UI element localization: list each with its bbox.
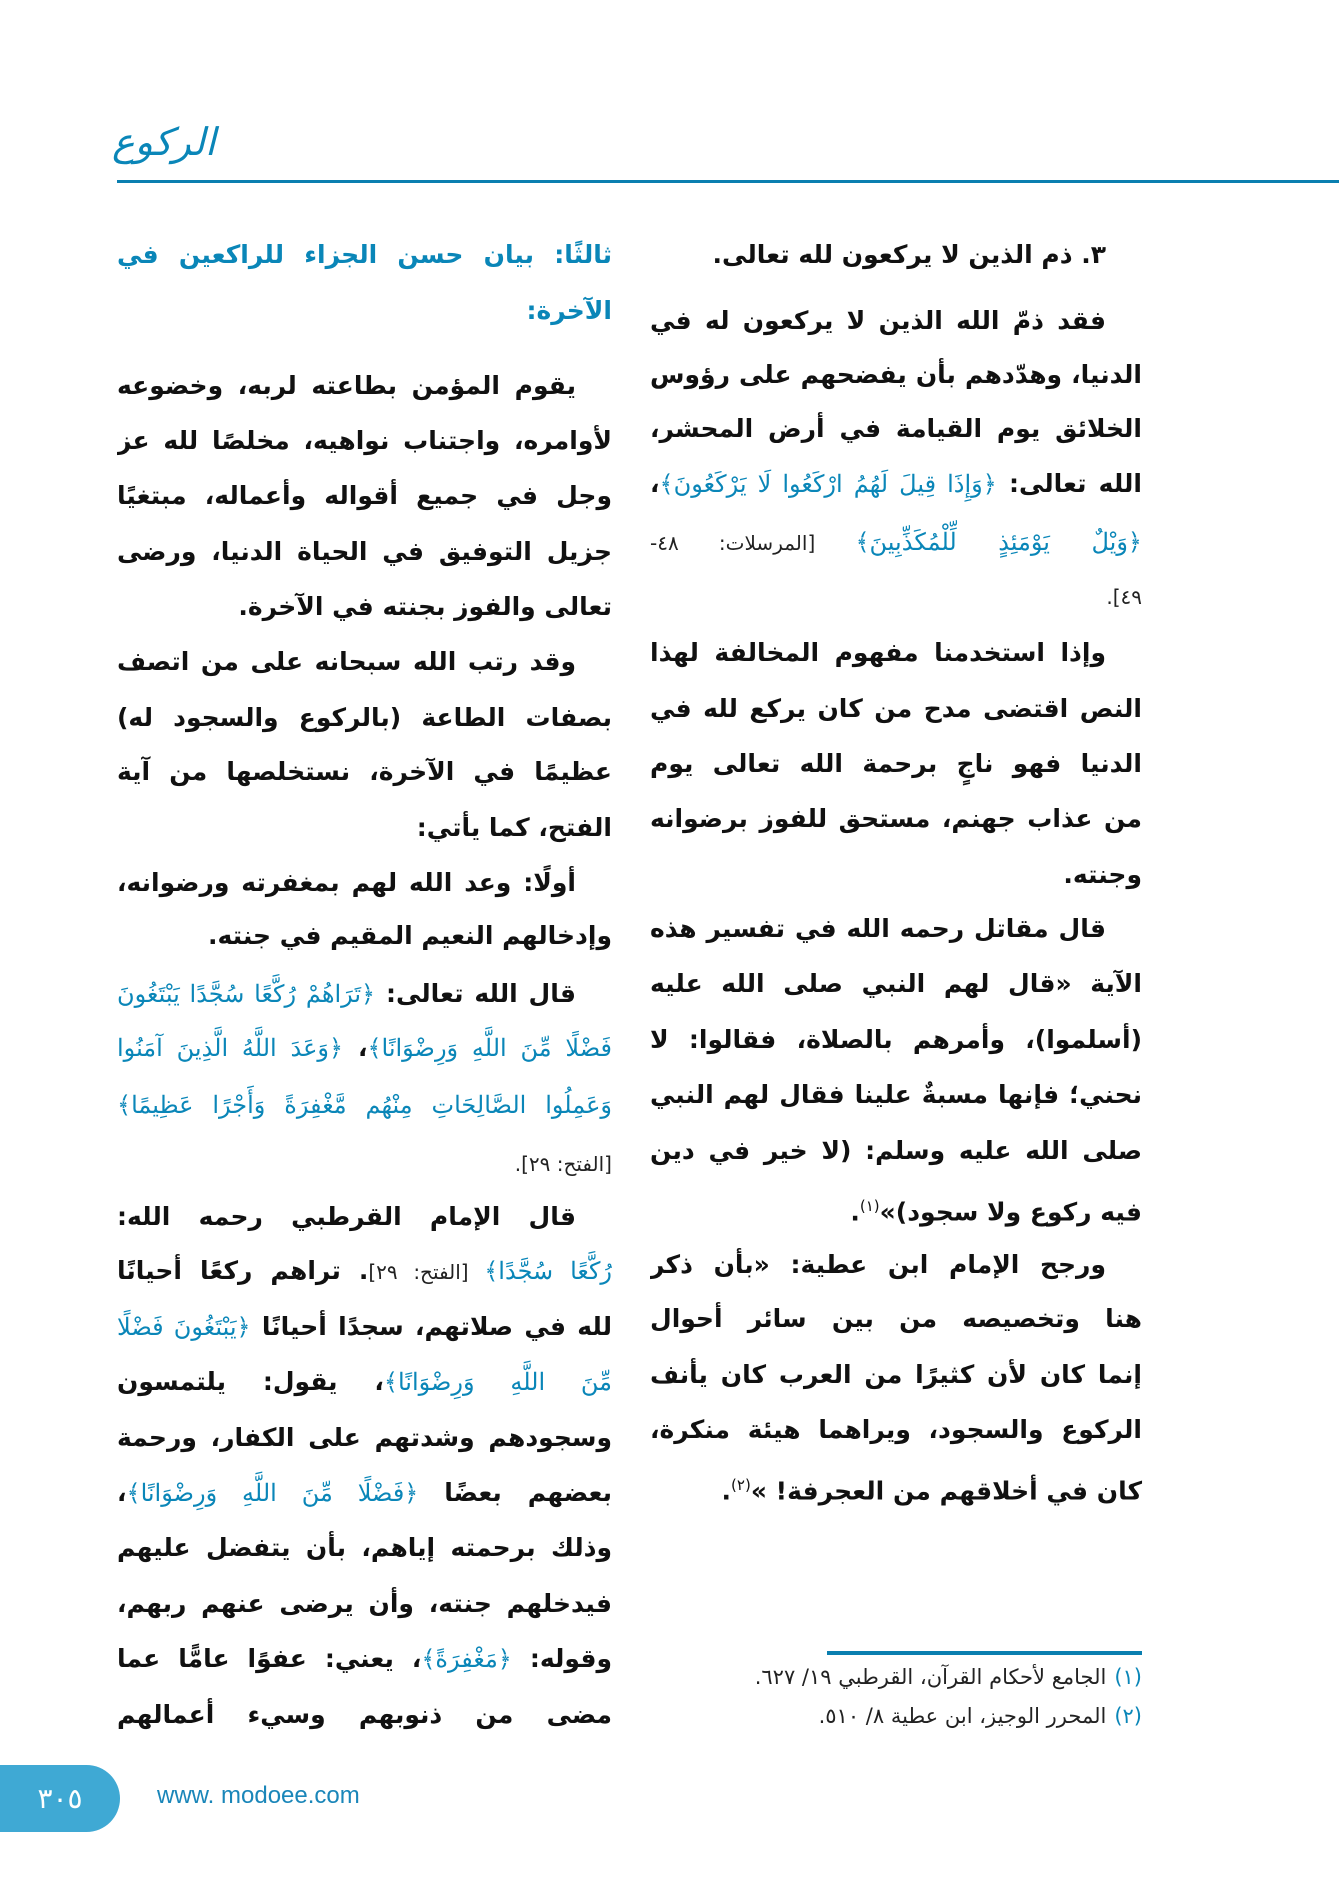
body-text: نحني؛ فإنها مسبةٌ علينا فقال لهم النبي (650, 1080, 1142, 1110)
body-text: أولًا: وعد الله لهم بمغفرته ورضوانه، (117, 868, 576, 898)
section-heading-line (117, 230, 612, 280)
body-text: قال الله تعالى: (375, 979, 576, 1009)
quran-verse: رُكَّعًا سُجَّدًا﴾ (484, 1257, 612, 1286)
text-line (650, 1350, 1142, 1400)
quran-verse: فَضْلًا مِّنَ اللَّهِ وَرِضْوَانًا﴾ (367, 1034, 612, 1063)
text-line (117, 747, 612, 797)
text-line (117, 858, 576, 908)
body-text: لأوامره، واجتناب نواهيه، مخلصًا لله عز (117, 426, 612, 456)
text-line (650, 850, 1142, 900)
body-text: يقوم المؤمن بطاعته لربه، وخضوعه (117, 370, 576, 400)
body-text: مضى من ذنوبهم وسيء أعمالهم (117, 1699, 612, 1729)
text-line (117, 1302, 612, 1352)
body-text: فقد ذمّ الله الذين لا يركعون له في (650, 305, 1106, 335)
body-text: جزيل التوفيق في الحياة الدنيا، ورضى (117, 536, 612, 566)
text-line (650, 904, 1106, 954)
text-line (117, 1690, 612, 1740)
text-line (650, 1294, 1142, 1344)
text-line (117, 416, 612, 466)
page-number: ٣٠٥ (0, 1765, 120, 1832)
body-text: وذلك برحمته إياهم، بأن يتفضل عليهم (117, 1533, 612, 1563)
text-line (117, 361, 576, 411)
text-line (650, 628, 1106, 678)
text-line (117, 1023, 612, 1073)
body-text: صلى الله عليه وسلم: (لا خير في دين (650, 1135, 1142, 1165)
body-text: . (721, 1475, 732, 1505)
text-line (117, 1138, 612, 1188)
verse-reference: [الفتح: ٢٩] (368, 1260, 485, 1285)
text-line (117, 527, 612, 577)
footnote-text: الجامع لأحكام القرآن، القرطبي ١٩/ ٦٢٧. (754, 1665, 1107, 1689)
text-line (117, 911, 612, 961)
body-text: تعالى والفوز بجنته في الآخرة. (238, 592, 612, 622)
body-text: من عذاب جهنم، مستحق للفوز برضوانه (650, 804, 1142, 834)
verse-reference: [الفتح: ٢٩]. (514, 1151, 612, 1176)
body-text: النص اقتضى مدح من كان يركع لله في (650, 693, 1142, 723)
text-line (650, 1181, 1142, 1231)
text-line (117, 1468, 612, 1518)
body-text: ، يقول: يلتمسون (117, 1367, 384, 1397)
body-text: وقد رتب الله سبحانه على من اتصف (117, 646, 576, 676)
section-heading: الآخرة: (526, 295, 612, 325)
footnote-number: (١) (1114, 1665, 1142, 1689)
text-line (117, 1357, 612, 1407)
quran-verse: ﴿يَبْتَغُونَ فَضْلًا (117, 1312, 251, 1341)
body-text: ، (650, 469, 660, 499)
body-text: وإدخالهم النعيم المقيم في جنته. (207, 921, 612, 951)
text-line (117, 1413, 612, 1463)
body-text: وسجودهم وشدتهم على الكفار، ورحمة (117, 1422, 612, 1452)
body-text: الخلائق يوم القيامة في أرض المحشر، (650, 413, 1142, 443)
body-text: ورجح الإمام ابن عطية: «بأن ذكر (650, 1250, 1106, 1280)
body-text: وقوله: (511, 1644, 612, 1674)
quran-verse: مِّنَ اللَّهِ وَرِضْوَانًا﴾ (383, 1368, 612, 1397)
body-text: الدنيا فهو ناجٍ برحمة الله تعالى يوم (650, 748, 1142, 778)
text-line (650, 739, 1142, 789)
footnote (755, 1665, 1142, 1689)
quran-verse: ﴿تَرَاهُمْ رُكَّعًا سُجَّدًا يَبْتَغُونَ (117, 980, 376, 1009)
body-text: الركوع والسجود، ويراهما هيئة منكرة، (650, 1415, 1142, 1445)
text-line (117, 1246, 612, 1296)
body-text: الله تعالى: (996, 469, 1142, 499)
text-line (650, 1015, 1142, 1065)
header-divider (117, 180, 1339, 183)
body-text: فيدخلهم جنته، وأن يرضى عنهم ربهم، (117, 1588, 612, 1618)
body-text: قال الإمام القرطبي رحمه الله: (117, 1202, 576, 1232)
text-line (117, 1080, 612, 1130)
body-text: الدنيا، وهدّدهم بأن يفضحهم على رؤوس (650, 359, 1142, 389)
body-text: ، (343, 1033, 368, 1063)
footnote-text: المحرر الوجيز، ابن عطية ٨/ ٥١٠. (818, 1704, 1107, 1728)
text-line (117, 637, 576, 687)
text-line (117, 1579, 612, 1629)
footnote (819, 1704, 1142, 1728)
body-text: وجنته. (1063, 859, 1142, 889)
text-line (650, 1240, 1106, 1290)
verse-reference: ٤٩]. (1106, 585, 1142, 610)
text-line (117, 969, 576, 1019)
text-line (650, 230, 1106, 280)
body-text: قال مقاتل رحمه الله في تفسير هذه (650, 914, 1106, 944)
text-line (117, 1523, 612, 1573)
text-line (117, 471, 612, 521)
body-text: هنا وتخصيصه من بين سائر أحوال (650, 1304, 1142, 1334)
body-text: إنما كان لأن كثيرًا من العرب كان يأنف (650, 1359, 1142, 1389)
footnote-marker: (٢) (731, 1475, 751, 1494)
text-line (117, 1634, 612, 1684)
body-text: فيه ركوع ولا سجود)» (879, 1197, 1142, 1227)
quran-verse: ﴿وَيْلٌ يَوْمَئِذٍ لِّلْمُكَذِّبِينَ﴾ (855, 528, 1142, 557)
body-text: لله في صلاتهم، سجدًا أحيانًا (250, 1311, 612, 1341)
body-text: وإذا استخدمنا مفهوم المخالفة لهذا (650, 638, 1106, 668)
text-line (650, 517, 1142, 567)
text-line (650, 1126, 1142, 1176)
quran-verse: ﴿وَعَدَ اللَّهُ الَّذِينَ آمَنُوا (117, 1034, 344, 1063)
text-line (650, 296, 1106, 346)
footnote-number: (٢) (1114, 1704, 1142, 1728)
quran-verse: وَعَمِلُوا الصَّالِحَاتِ مِنْهُم مَّغْفِرَةً وَأَجْرًا عَظِيمًا﴾ (117, 1090, 612, 1119)
section-heading: ثالثًا: بيان حسن الجزاء للراكعين في (117, 240, 612, 270)
verse-reference: [المرسلات: ٤٨- (650, 531, 856, 556)
text-line (117, 693, 612, 743)
quran-verse: ﴿فَضْلًا مِّنَ اللَّهِ وَرِضْوَانًا﴾ (126, 1478, 419, 1507)
text-line (117, 803, 612, 853)
text-line (117, 1192, 576, 1242)
section-heading-line (117, 286, 612, 336)
text-line (650, 571, 1142, 621)
text-line (650, 684, 1142, 734)
footnote-marker: (١) (859, 1197, 880, 1216)
text-line (650, 350, 1142, 400)
text-line (117, 582, 612, 632)
body-text: ، (117, 1477, 127, 1507)
text-line (650, 794, 1142, 844)
body-text: (أسلموا)، وأمرهم بالصلاة، فقالوا: لا (650, 1024, 1142, 1054)
text-line (650, 1405, 1142, 1455)
chapter-title: الركوع (112, 120, 216, 164)
body-text: . تراهم ركعًا أحيانًا (117, 1256, 369, 1286)
body-text: بصفات الطاعة (بالركوع والسجود له) (117, 703, 612, 733)
body-text: ٣. ذم الذين لا يركعون لله تعالى. (712, 240, 1106, 270)
body-text: الآية «قال لهم النبي صلى الله عليه (650, 969, 1142, 999)
body-text: عظيمًا في الآخرة، نستخلصها من آية (117, 757, 612, 787)
text-line (650, 459, 1142, 509)
body-text: ، يعني: عفوًا عامًّا عما (117, 1644, 422, 1674)
text-line (650, 1070, 1142, 1120)
quran-verse: ﴿مَغْفِرَةً﴾ (421, 1645, 512, 1674)
body-text: . (850, 1197, 860, 1227)
body-text: وجل في جميع أقواله وأعماله، مبتغيًا (117, 481, 612, 511)
text-line (650, 1460, 1142, 1510)
text-line (650, 404, 1142, 454)
body-text: كان في أخلاقهم من العجرفة! » (750, 1475, 1142, 1505)
quran-verse: ﴿وَإِذَا قِيلَ لَهُمُ ارْكَعُوا لَا يَرْكَعُونَ﴾ (659, 470, 997, 499)
body-text: الفتح، كما يأتي: (416, 812, 612, 842)
footnote-separator (827, 1651, 1142, 1655)
website-link[interactable]: www. modoee.com (157, 1782, 360, 1809)
text-line (650, 959, 1142, 1009)
body-text: بعضهم بعضًا (418, 1477, 612, 1507)
